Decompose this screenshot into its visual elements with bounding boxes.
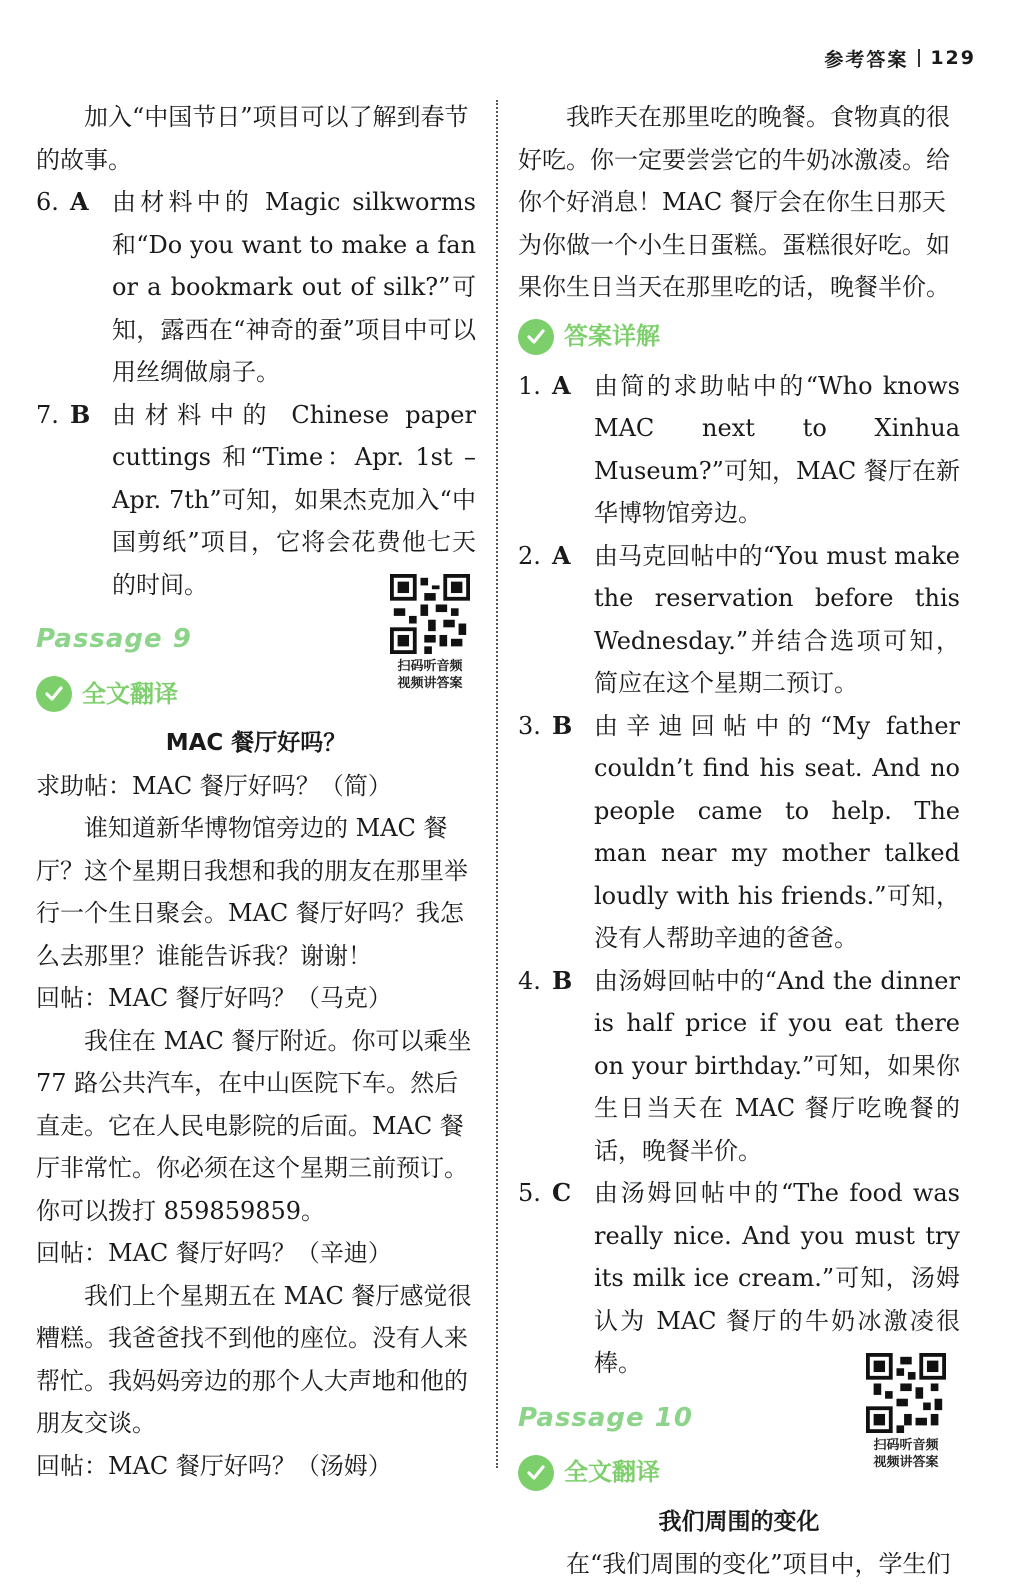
post-label-jane: 求助帖：MAC 餐厅好吗？（简）	[36, 771, 392, 800]
answer-item-2	[518, 535, 960, 705]
item-text: 由辛迪回帖中的“My father couldn’t find his seat. And no people came to help. The man near my mother talked loudly with his friends.”可知，没有人帮助辛迪的爸爸。	[594, 711, 960, 952]
reply-body-cindy: 我们上个星期五在 MAC 餐厅感觉很糟糕。我爸爸找不到他的座位。没有人来帮忙。我妈妈旁边的那个人大声地和他的朋友交谈。	[36, 1281, 472, 1437]
item-answer: C	[552, 1178, 572, 1207]
reply-label-tom: 回帖：MAC 餐厅好吗？（汤姆）	[36, 1451, 392, 1480]
item-text: 由马克回帖中的“You must make the reservation before this Wednesday.”并结合选项可知，简应在这个星期二预订。	[594, 541, 960, 697]
right-column	[518, 96, 960, 1586]
item-number: 4.	[518, 966, 541, 995]
qr-caption-line2: 视频讲答案	[873, 1454, 939, 1470]
item-answer: B	[552, 965, 573, 995]
item-number: 1.	[518, 371, 541, 400]
article-title: 我们周围的变化	[658, 1508, 820, 1535]
answer-item-3	[518, 705, 960, 960]
answers-heading-label: 答案详解	[564, 322, 660, 351]
page-number: 129	[930, 47, 976, 69]
header-separator	[918, 49, 920, 67]
article-title: MAC 餐厅好吗？	[165, 730, 347, 756]
item-text: 由汤姆回帖中的“And the dinner is half price if you eat there on your birthday.”可知，如果你生日当天在 MAC 餐厅吃晚餐的话，晚餐半价。	[594, 966, 960, 1165]
qr-code-icon	[390, 574, 470, 654]
article-first-line: 在“我们周围的变化”项目中，学生们	[566, 1550, 951, 1578]
answer-item-4	[518, 960, 960, 1173]
check-icon	[518, 319, 554, 355]
item-number: 7.	[36, 400, 59, 429]
item-answer: A	[552, 370, 571, 400]
intro-continuation: 加入“中国节日”项目可以了解到春节的故事。	[36, 103, 469, 174]
item-number: 5.	[518, 1179, 541, 1207]
qr-caption-line1: 扫码听音频	[873, 1437, 939, 1453]
item-answer: A	[70, 187, 89, 216]
item-number: 6.	[36, 188, 59, 216]
item-number: 2.	[518, 541, 541, 570]
check-icon	[518, 1455, 554, 1491]
qr-code-block[interactable]	[384, 574, 476, 692]
reply-label-cindy: 回帖：MAC 餐厅好吗？（辛迪）	[36, 1239, 392, 1267]
qr-code-block[interactable]	[860, 1353, 952, 1471]
qr-code-icon	[866, 1353, 946, 1433]
item-text: 由材料中的 Chinese paper cuttings 和“Time：Apr. 1st – Apr. 7th”可知，如果杰克加入“中国剪纸”项目，它将会花费他七天的时间。	[112, 400, 476, 599]
item-text: 由汤姆回帖中的“The food was really nice. And you must try its milk ice cream.”可知，汤姆认为 MAC 餐厅的牛奶冰激凌很棒。	[594, 1179, 960, 1377]
answer-item-1	[518, 365, 960, 535]
passage-10-header	[518, 1391, 960, 1501]
translation-heading-label: 全文翻译	[82, 679, 178, 708]
page-header	[824, 40, 976, 76]
qr-caption-line1: 扫码听音频	[397, 659, 463, 674]
passage-label: Passage 9	[36, 624, 192, 654]
item-answer: A	[552, 540, 571, 570]
item-number: 3.	[518, 711, 541, 740]
translation-heading-label: 全文翻译	[564, 1458, 660, 1487]
answer-item-6	[36, 181, 476, 394]
check-icon	[36, 676, 72, 712]
item-answer: B	[70, 399, 91, 429]
column-divider	[496, 100, 498, 1468]
item-text: 由材料中的 Magic silkworms 和“Do you want to make a fan or a bookmark out of silk?”可知，露西在“神奇的蚕”项目中可以用丝绸做扇子。	[112, 188, 476, 386]
reply-label-mark: 回帖：MAC 餐厅好吗？（马克）	[36, 984, 392, 1012]
item-text: 由简的求助帖中的“Who knows MAC next to Xinhua Museum?”可知，MAC 餐厅在新华博物馆旁边。	[594, 371, 960, 527]
reply-body-tom: 我昨天在那里吃的晚餐。食物真的很好吃。你一定要尝尝它的牛奶冰激凌。给你个好消息！MAC 餐厅会在你生日那天为你做一个小生日蛋糕。蛋糕很好吃。如果你生日当天在那里吃的话，晚餐半价。	[518, 103, 950, 301]
post-body-jane: 谁知道新华博物馆旁边的 MAC 餐厅？这个星期日我想和我的朋友在那里举行一个生日聚会。MAC 餐厅好吗？我怎么去那里？谁能告诉我？谢谢！	[36, 814, 468, 970]
reply-body-mark: 我住在 MAC 餐厅附近。你可以乘坐 77 路公共汽车，在中山医院下车。然后直走。它在人民电影院的后面。MAC 餐厅非常忙。你必须在这个星期三前预订。你可以拨打 859859859。	[36, 1026, 472, 1225]
item-answer: B	[552, 710, 573, 740]
answers-heading	[518, 309, 960, 365]
qr-caption-line2: 视频讲答案	[397, 676, 463, 691]
passage-label: Passage 10	[518, 1402, 693, 1433]
left-column	[36, 96, 476, 1487]
passage-9-header	[36, 612, 476, 722]
section-title: 参考答案	[824, 48, 909, 71]
